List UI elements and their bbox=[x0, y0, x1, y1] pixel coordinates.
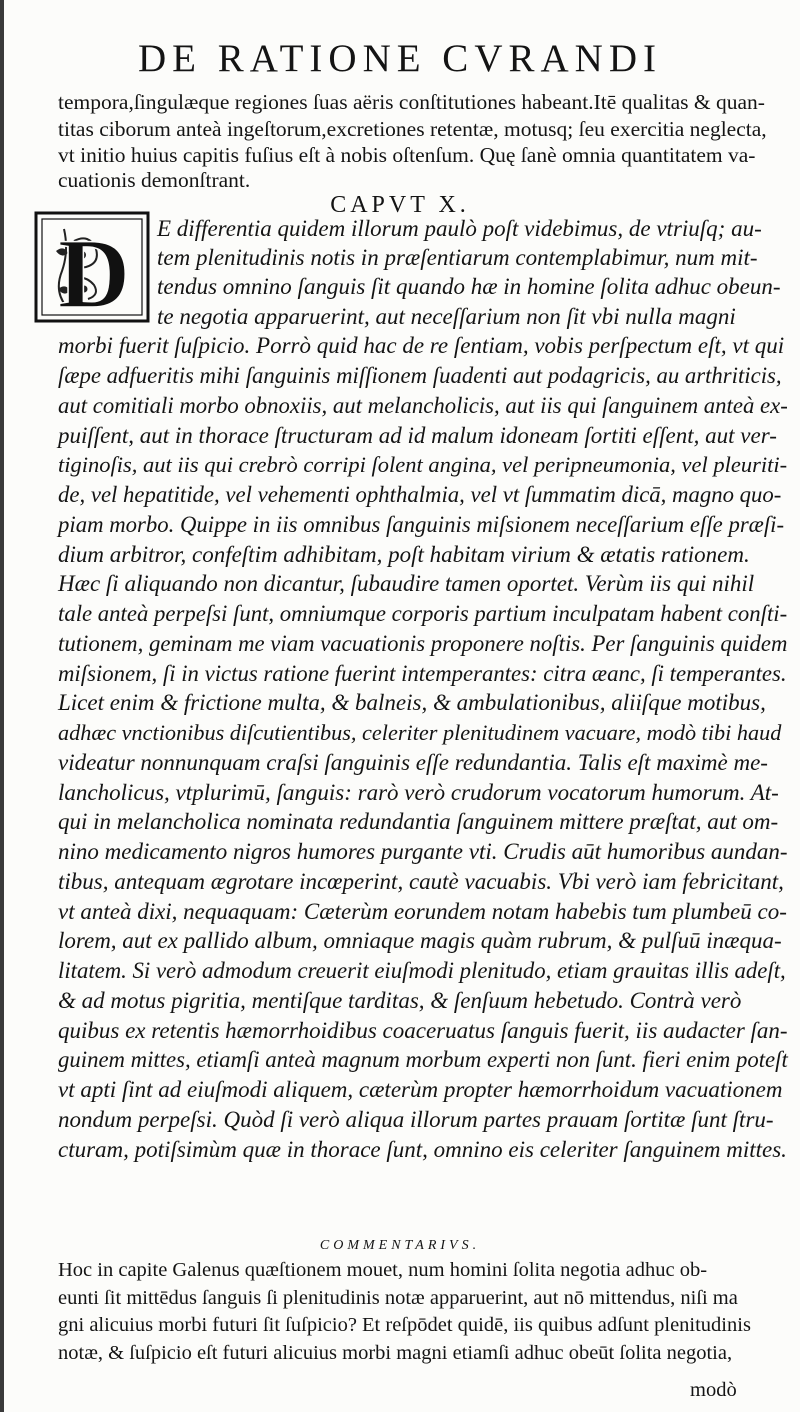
intro-line: vt initio huius capitis fuſius eſt à nobis oſtenſum. Quę ſanè omnia quantitatem va- bbox=[58, 143, 756, 167]
chapter-line: cturam, potiſsimùm quæ in thorace ſunt, omnino eis celeriter ſanguinem mittes. bbox=[58, 1137, 787, 1162]
chapter-line: litatem. Si verò admodum creuerit eiuſmodi plenitudo, etiam grauitas illis adeſt, bbox=[58, 958, 786, 983]
chapter-line: dium arbitror, confeſtim adhibitam, poſt habitam virium & ætatis rationem. bbox=[58, 542, 750, 567]
chapter-title: CAPVT X. bbox=[330, 192, 470, 218]
chapter-line: ſæpe adfueritis mihi ſanguinis miſſionem ſuadenti aut podagricis, au arthriticis, bbox=[58, 363, 782, 388]
decorated-initial-d bbox=[34, 211, 150, 323]
chapter-line: tutionem, geminam me viam vacuationis proponere noſtis. Per ſanguinis quidem bbox=[58, 631, 788, 656]
commentary-line: eunti ſit mittēdus ſanguis ſi plenitudinis notæ apparuerint, aut nō mittendus, niſi ma bbox=[58, 1287, 738, 1309]
chapter-line: tale anteà perpeſsi ſunt, omniumque corporis partium inculpatam habent conſti- bbox=[58, 601, 788, 626]
commentary-line: notæ, & ſuſpicio eſt futuri alicuius morbi magni etiamſi adhuc obeūt ſolita negotia, bbox=[58, 1342, 733, 1364]
chapter-line: morbi fuerit ſuſpicio. Porrò quid hac de re ſentiam, vobis perſpectum eſt, vt qui bbox=[58, 333, 785, 358]
chapter-line: Licet enim & frictione multa, & balneis, & ambulationibus, aliiſque motibus, bbox=[58, 690, 766, 715]
chapter-line: guinem mittes, etiamſi anteà magnum morbum experti non ſunt. fieri enim poteſt bbox=[58, 1047, 788, 1072]
chapter-line: miſsionem, ſi in victus ratione fuerint intemperantes: citra æanc, ſi temperantes. bbox=[58, 661, 787, 686]
drop-cap-letter: D bbox=[57, 218, 131, 323]
chapter-line: quibus ex retentis hæmorrhoidibus coaceruatus ſanguis fuerit, iis audacter ſan- bbox=[58, 1018, 788, 1043]
chapter-line: qui in melancholica nominata redundantia ſanguinem mittere præſtat, aut om- bbox=[58, 809, 779, 834]
chapter-line: lancholicus, vtplurimū, ſanguis: rarò verò crudorum vocatorum humorum. At- bbox=[58, 780, 779, 805]
chapter-line: tendus omnino ſanguis ſit quando hæ in homine ſolita adhuc obeun- bbox=[157, 274, 781, 299]
commentary-heading: COMMENTARIVS. bbox=[319, 1238, 481, 1253]
chapter-line: puiſſent, aut in thorace ſtructuram ad id malum idoneam ſortiti eſſent, aut ver- bbox=[58, 423, 777, 448]
commentary-line: Hoc in capite Galenus quæſtionem mouet, num homini ſolita negotia adhuc ob- bbox=[58, 1259, 708, 1281]
chapter-line: tem plenitudinis notis in præſentiarum contemplabimur, num mit- bbox=[157, 245, 758, 270]
commentary-line: gni alicuius morbi futuri ſit ſuſpicio? Et reſpōdet quidē, iis quibus adſunt plenitudinis bbox=[58, 1314, 751, 1336]
chapter-line: nondum perpeſsi. Quòd ſi verò aliqua illorum partes prauam ſortitæ ſunt ſtru- bbox=[58, 1107, 774, 1132]
running-head: DE RATIONE CVRANDI bbox=[138, 37, 662, 80]
chapter-line: videatur nonnunquam craſsi ſanguinis eſſe redundantia. Talis eſt maximè me- bbox=[58, 750, 768, 775]
intro-line: titas ciborum anteà ingeſtorum,excretiones retentæ, motusq; ſeu exercitia neglecta, bbox=[58, 117, 767, 141]
chapter-line: piam morbo. Quippe in iis omnibus ſanguinis miſsionem neceſſarium eſſe præſi- bbox=[58, 512, 785, 537]
chapter-line: de, vel hepatitide, vel vehementi ophthalmia, vel vt ſummatim dicā, magno quo- bbox=[58, 482, 782, 507]
chapter-line: lorem, aut ex pallido album, omniaque magis quàm rubrum, & pulſuū inæqua- bbox=[58, 928, 782, 953]
chapter-line: E differentia quidem illorum paulò poſt videbimus, de vtriuſq; au- bbox=[157, 216, 762, 241]
chapter-line: te negotia apparuerint, aut neceſſarium non ſit vbi nulla magni bbox=[157, 304, 736, 329]
chapter-line: adhæc vnctionibus diſcutientibus, celeriter plenitudinem vacuare, modò tibi haud bbox=[58, 720, 782, 745]
chapter-line: & ad motus pigritia, mentiſque tarditas, & ſenſuum hebetudo. Contrà verò bbox=[58, 988, 742, 1013]
chapter-line: aut comitiali morbo obnoxiis, aut melancholicis, aut iis qui ſanguinem anteà ex- bbox=[58, 393, 788, 418]
catchword: modò bbox=[690, 1379, 737, 1401]
chapter-line: tibus, antequam ægrotare incœperint, cautè vacuabis. Vbi verò iam febricitant, bbox=[58, 869, 784, 894]
chapter-line: nino medicamento nigros humores purgante vti. Crudis aūt humoribus aundan- bbox=[58, 839, 788, 864]
chapter-line: Hæc ſi aliquando non dicantur, ſubaudire tamen oportet. Verùm iis qui nihil bbox=[58, 571, 755, 596]
chapter-line: tiginoſis, aut iis qui crebrò corripi ſolent angina, vel peripneumonia, vel pleuriti- bbox=[58, 452, 788, 477]
chapter-line: vt apti ſint ad eiuſmodi aliquem, cæterùm propter hæmorrhoidum vacuationem bbox=[58, 1077, 783, 1102]
chapter-line: vt anteà dixi, nequaquam: Cæterùm eorundem notam habebis tum plumbeū co- bbox=[58, 899, 787, 924]
intro-line: tempora,ſingulæque regiones ſuas aëris conſtitutiones habeant.Itē qualitas & quan- bbox=[58, 90, 765, 114]
intro-line: cuationis demonſtrant. bbox=[58, 168, 251, 192]
